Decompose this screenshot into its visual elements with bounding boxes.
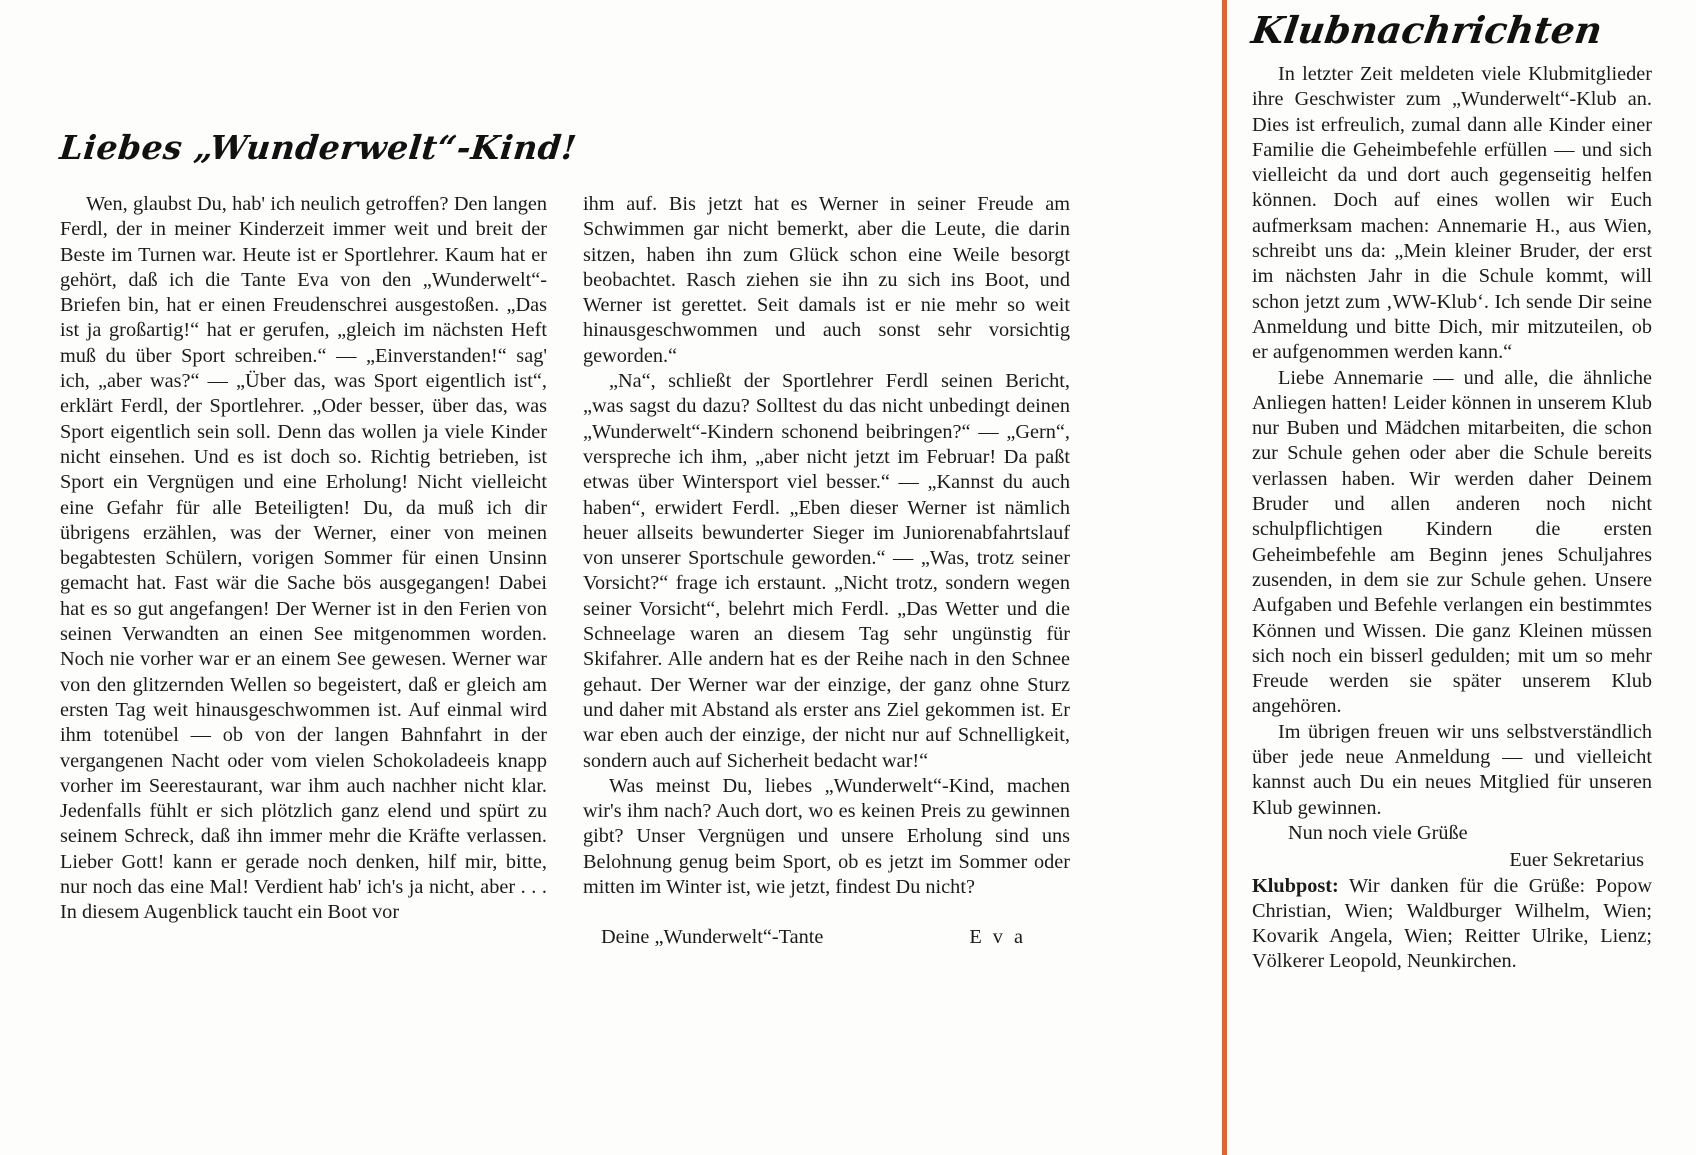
article-region <box>57 0 1115 1155</box>
paragraph: ihm auf. Bis jetzt hat es Werner in seiner Freude am Schwimmen gar nicht bemerkt, aber die Leute, die darin sitzen, haben ihn zum Glück schon eine Weile besorgt beobachtet. Rasch ziehen sie ihn zu sich ins Boot, und Werner ist gerettet. Seit damals ist er nie mehr so weit hinausgeschwommen und auch sonst sehr vorsichtig geworden.“ <box>583 193 1070 367</box>
club-signoff: Euer Sekretarius <box>1509 849 1644 872</box>
club-news-region <box>1248 0 1652 1155</box>
paragraph: Im übrigen freuen wir uns selbstverständlich über jede neue Anmeldung — und vielleicht kannst auch Du ein neues Mitglied für unseren Klub gewinnen. <box>1252 720 1652 819</box>
club-closing: Nun noch viele Grüße <box>1288 821 1468 844</box>
paragraph: Was meinst Du, liebes „Wunderwelt“-Kind, machen wir's ihm nach? Auch dort, wo es keinen Preis zu gewinnen gibt? Unser Vergnügen und unsere Erholung sind uns Belohnung genug beim Sport, ob es jetzt im Sommer oder mitten im Winter ist, wie jetzt, findest Du nicht? <box>583 774 1070 899</box>
article-column-left <box>60 192 547 949</box>
club-news-title: Klubnachrichten <box>1248 8 1605 52</box>
paragraph: In letzter Zeit meldeten viele Klubmitglieder ihre Geschwister zum „Wunderwelt“-Klub an. Dies ist erfreulich, zumal dann alle Kinder einer Familie die Geheimbefehle erfüllen — und sich vielleicht da und dort auch gegenseitig helfen können. Doch auf eines wollen wir Euch aufmerksam machen: Annemarie H., aus Wien, schreibt uns da: „Mein kleiner Bruder, der erst im nächsten Jahr in die Schule kommt, will schon jetzt zum ‚WW-Klub‘. Ich sende Dir seine Anmeldung und bitte Dich, mir mitzuteilen, ob er aufgenommen werden kann.“ <box>1252 63 1652 364</box>
klubpost-text: Wir danken für die Grüße: Popow Christian, Wien; Waldburger Wilhelm, Wien; Kovarik Angela, Wien; Reitter Ulrike, Lienz; Völkerer Leopold, Neunkirchen. <box>1252 874 1652 973</box>
article-columns <box>60 192 1070 949</box>
paragraph: „Na“, schließt der Sportlehrer Ferdl seinen Bericht, „was sagst du dazu? Solltest du das nicht unbedingt deinen „Wunderwelt“-Kindern schonend beibringen?“ — „Gern“, verspreche ich ihm, „aber nicht jetzt im Februar! Da paßt etwas über Wintersport viel besser.“ — „Kannst du auch haben“, erwidert Ferdl. „Eben dieser Werner ist nämlich heuer allseits bewunderter Sieger im Juniorenabfahrtslauf von unserer Sportschule geworden.“ — „Was, trotz seiner Vorsicht?“ frage ich erstaunt. „Nicht trotz, sondern wegen seiner Vorsicht“, belehrt mich Ferdl. „Das Wetter und die Schneelage waren an diesem Tag sehr ungünstig für Skifahrer. Alle andern hat es der Reihe nach in den Schnee gehaut. Der Werner war der einzige, der ganz ohne Sturz und daher mit Abstand als erster ans Ziel gekommen ist. Er war eben auch der einzige, der nicht nur auf Schnelligkeit, sondern auch auf Sicherheit bedacht war!“ <box>583 370 1070 772</box>
signature-right: E v a <box>969 926 1026 949</box>
article-signature <box>583 926 1070 949</box>
klubpost-paragraph <box>1252 874 1652 975</box>
club-news-body <box>1252 62 1652 975</box>
paragraph: Liebe Annemarie — und alle, die ähnliche Anliegen hatten! Leider können in unserem Klub nur Buben und Mädchen mitarbeiten, die schon zur Schule gehen oder aber die Schule bereits verlassen haben. Wir werden daher Deinem Bruder und allen anderen noch nicht schulpflichtigen Kindern die ersten Geheimbefehle am Beginn jenes Schuljahres zusenden, in dem sie zur Schule gehen. Unsere Aufgaben und Befehle verlangen ein bestimmtes Können und Wissen. Die ganz Kleinen müssen sich noch ein bisserl gedulden; mit um so mehr Freude werden sie später unserem Klub angehören. <box>1252 366 1652 718</box>
klubpost-label: Klubpost: <box>1252 874 1339 897</box>
article-title: Liebes „Wunderwelt“-Kind! <box>57 128 579 167</box>
article-column-right <box>583 192 1070 949</box>
signature-left: Deine „Wunderwelt“-Tante <box>601 926 824 949</box>
paragraph: Wen, glaubst Du, hab' ich neulich getroffen? Den langen Ferdl, der in meiner Kinderzeit immer weit und breit der Beste im Turnen war. Heute ist er Sportlehrer. Kaum hat er gehört, daß ich die Tante Eva von den „Wunderwelt“-Briefen bin, hat er einen Freudenschrei ausgestoßen. „Das ist ja großartig!“ hat er gerufen, „gleich im nächsten Heft muß du über Sport schreiben.“ — „Einverstanden!“ sag' ich, „aber was?“ — „Über das, was Sport eigentlich ist“, erklärt Ferdl, der Sportlehrer. „Oder besser, über das, was Sport eigentlich sein soll. Denn das wollen ja viele Kinder nicht einsehen. Und es ist doch so. Richtig betrieben, ist Sport ein Vergnügen und eine Erholung! Nicht vielleicht eine Gefahr für alle Beteiligten! Du, da muß ich dir übrigens erzählen, was der Werner, einer von meinen begabtesten Schülern, vorigen Sommer für einen Unsinn gemacht hat. Fast wär die Sache bös ausgegangen! Dabei hat es so gut angefangen! Der Werner ist in den Ferien von seinen Verwandten an einen See mitgenommen worden. Noch nie vorher war er an einem See gewesen. Werner war von den glitzernden Wellen so begeistert, daß er gleich am ersten Tag weit hinausgeschwommen ist. Auf einmal wird ihm totenübel — ob von der langen Bahnfahrt in der vergangenen Nacht oder vom vielen Schokoladeeis knapp vorher im Seerestaurant, war ihm auch nachher nicht klar. Jedenfalls fühlt er sich plötzlich ganz elend und spürt zu seinem Schreck, daß ihn immer mehr die Kräfte verlassen. Lieber Gott! kann er gerade noch denken, hilf mir, bitte, nur noch das eine Mal! Verdient hab' ich's ja nicht, aber . . . In diesem Augenblick taucht ein Boot vor <box>60 193 547 924</box>
vertical-divider <box>1222 0 1227 1155</box>
